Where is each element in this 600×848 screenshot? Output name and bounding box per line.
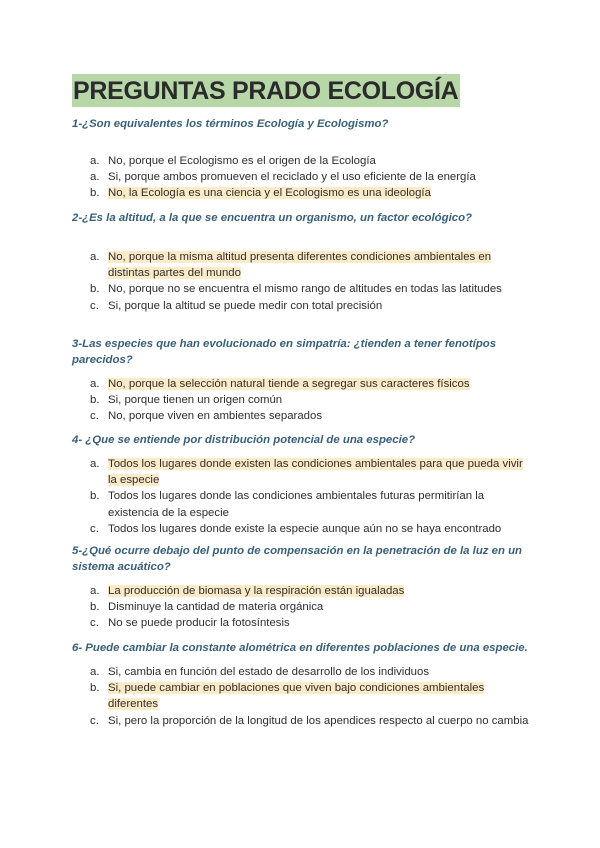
- option-4a: [72, 456, 532, 488]
- option-text-highlighted: No, porque la selección natural tiende a segregar sus caracteres físicos: [108, 378, 470, 390]
- option-6a: [72, 664, 532, 680]
- question-3: 3-Las especies que han evolucionado en simpatría: ¿tienden a tener fenotípos parecidos?: [72, 338, 497, 366]
- question-2: 2-¿Es la altitud, a la que se encuentra un organismo, un factor ecológico?: [72, 212, 473, 224]
- option-text: Todos los lugares donde las condiciones ambientales futuras permitirían la existencia de la especie: [108, 490, 485, 519]
- option-3c: [72, 408, 532, 424]
- option-marker: c.: [90, 299, 99, 312]
- option-text: No, porque viven en ambientes separados: [108, 410, 323, 423]
- option-5c: [72, 615, 532, 631]
- option-2b: [72, 281, 532, 297]
- question-4: 4- ¿Que se entiende por distribución potencial de una especie?: [72, 434, 416, 446]
- option-marker: c.: [90, 410, 99, 423]
- option-text-highlighted: Si, puede cambiar en poblaciones que viven bajo condiciones ambientales diferentes: [108, 682, 485, 711]
- option-marker: a.: [90, 155, 100, 167]
- option-marker: c.: [90, 714, 99, 727]
- option-text-highlighted: No, la Ecología es una ciencia y el Ecologismo es una ideología: [108, 187, 431, 200]
- option-5a: [72, 583, 532, 599]
- option-2a: [72, 249, 532, 281]
- option-1b: [72, 185, 532, 201]
- question-1: 1-¿Son equivalentes los términos Ecología y Ecologismo?: [72, 118, 389, 130]
- option-2c: [72, 298, 532, 314]
- question-6: 6- Puede cambiar la constante alométrica en diferentes poblaciones de una especie.: [72, 642, 528, 654]
- option-text: No, porque el Ecologismo es el origen de la Ecología: [108, 155, 376, 167]
- option-marker: c.: [90, 522, 99, 535]
- option-3b: [72, 392, 532, 408]
- option-4b: [72, 488, 532, 520]
- options-list-2: [72, 249, 532, 314]
- options-list-4: [72, 456, 532, 537]
- option-text-highlighted: Todos los lugares donde existen las condiciones ambientales para que pueda vivir la especie: [108, 458, 523, 487]
- option-marker: b.: [90, 283, 100, 296]
- option-marker: a.: [90, 666, 100, 678]
- option-text: Disminuye la cantidad de materia orgánica: [108, 601, 324, 614]
- option-marker: b.: [90, 187, 100, 200]
- option-6c: [72, 713, 532, 729]
- option-marker: b.: [90, 601, 100, 614]
- options-list-6: [72, 664, 532, 729]
- option-text-highlighted: La producción de biomasa y la respiración están igualadas: [108, 585, 405, 597]
- option-text: Si, porque ambos promueven el reciclado y el uso eficiente de la energía: [108, 171, 476, 184]
- option-5b: [72, 599, 532, 615]
- option-text: Todos los lugares donde existe la especie aunque aún no se haya encontrado: [108, 522, 502, 535]
- option-marker: b.: [90, 490, 100, 503]
- option-marker: a.: [90, 171, 100, 184]
- option-marker: a.: [90, 458, 100, 470]
- option-text: Si, porque la altitud se puede medir con total precisión: [108, 299, 383, 312]
- option-text: No se puede producir la fotosíntesis: [108, 617, 290, 630]
- options-list-1: [72, 153, 532, 202]
- question-5: 5-¿Qué ocurre debajo del punto de compensación en la penetración de la luz en un sistema acuático?: [72, 545, 523, 573]
- option-4c: [72, 521, 532, 537]
- option-text-highlighted: No, porque la misma altitud presenta diferentes condiciones ambientales en distintas partes del mundo: [108, 251, 492, 280]
- option-marker: b.: [90, 394, 100, 407]
- option-marker: a.: [90, 251, 100, 263]
- options-list-3: [72, 376, 532, 425]
- page-title: PREGUNTAS PRADO ECOLOGÍA: [72, 74, 460, 107]
- option-3a: [72, 376, 532, 392]
- option-1a-2: [72, 169, 532, 185]
- option-marker: c.: [90, 617, 99, 630]
- option-text: No, porque no se encuentra el mismo rango de altitudes en todas las latitudes: [108, 283, 502, 296]
- option-text: Si, porque tienen un origen común: [108, 394, 283, 407]
- option-marker: a.: [90, 585, 100, 597]
- option-1a: [72, 153, 532, 169]
- option-6b: [72, 680, 532, 712]
- option-text: Si, cambia en función del estado de desarrollo de los individuos: [108, 666, 430, 678]
- option-text: Si, pero la proporción de la longitud de los apendices respecto al cuerpo no cambia: [108, 714, 529, 727]
- option-marker: a.: [90, 378, 100, 390]
- option-marker: b.: [90, 682, 100, 695]
- options-list-5: [72, 583, 532, 632]
